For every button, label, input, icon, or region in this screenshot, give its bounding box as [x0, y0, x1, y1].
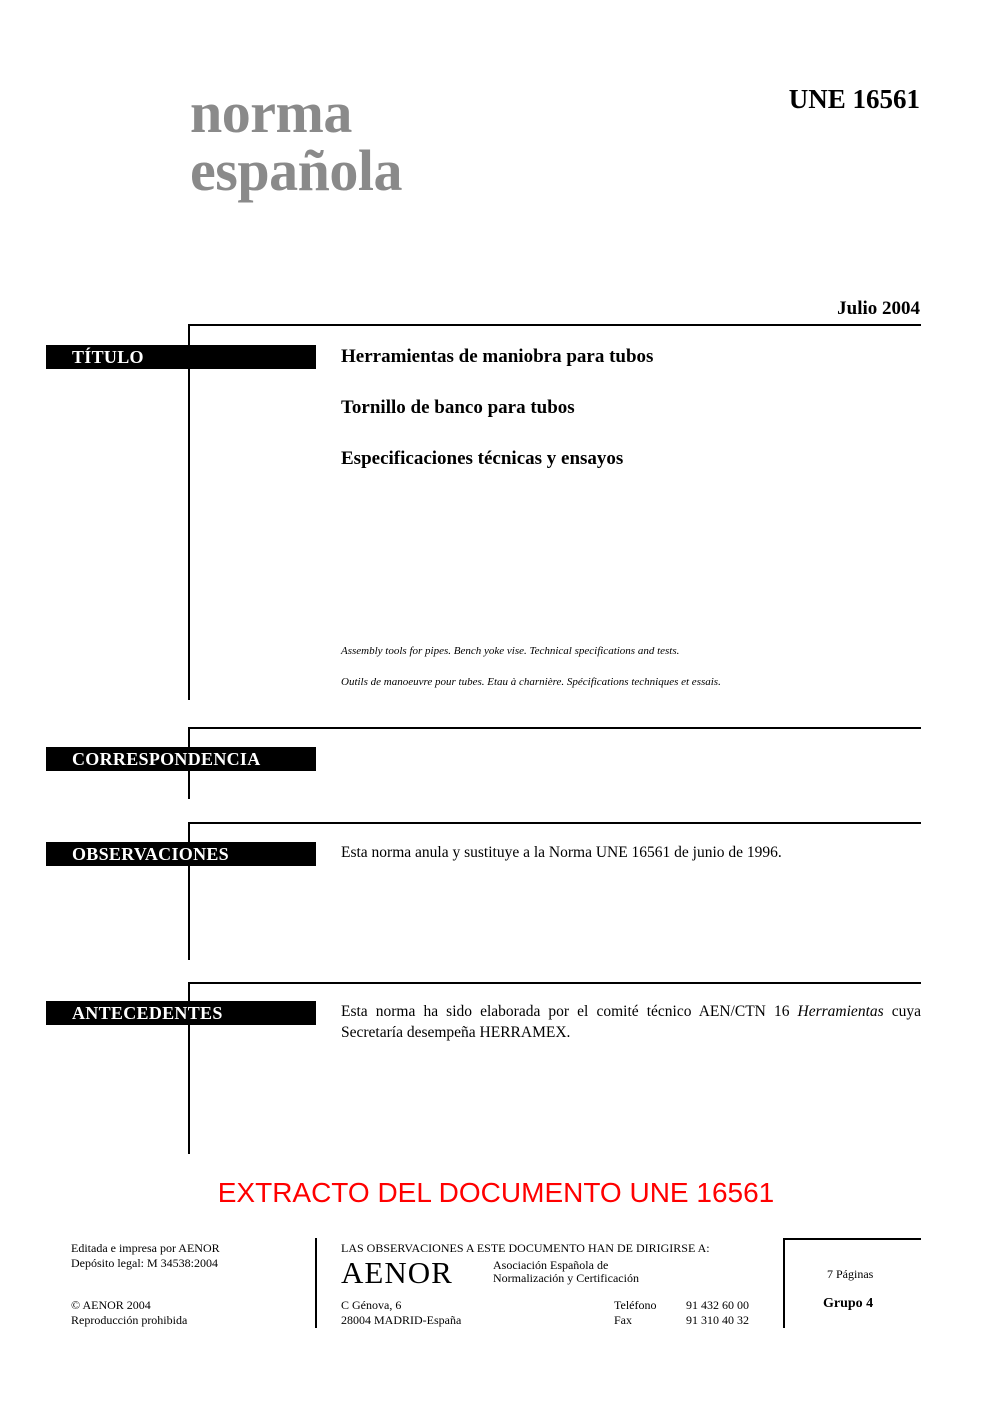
aenor-name-line-1: Asociación Española de: [493, 1258, 609, 1272]
extract-watermark: EXTRACTO DEL DOCUMENTO UNE 16561: [217, 1177, 775, 1208]
committee-name: Herramientas: [797, 1003, 884, 1020]
aenor-full-name: [493, 1259, 639, 1285]
title-line-1: Herramientas de maniobra para tubos: [341, 346, 654, 367]
footer-city: 28004 MADRID-España: [341, 1313, 462, 1327]
antecedentes-text: [341, 1001, 921, 1043]
section-divider: [188, 727, 921, 729]
title-translation-fr: Outils de manoeuvre pour tubes. Etau à charnière. Spécifications techniques et essais.: [341, 676, 721, 688]
antecedentes-text-end: cuya Secretaría desempeña HERRAMEX.: [341, 1003, 922, 1041]
footer-copyright: © AENOR 2004: [71, 1298, 151, 1312]
brand-line-1: norma: [190, 80, 352, 145]
pages-box-left-rule: [783, 1238, 785, 1328]
section-divider: [188, 324, 921, 326]
antecedentes-text-start: Esta norma ha sido elaborada por el comité técnico AEN/CTN 16: [341, 1003, 798, 1020]
aenor-name-line-2: Normalización y Certificación: [493, 1271, 639, 1285]
brand-line-2: española: [190, 138, 402, 203]
footer-observations-address: LAS OBSERVACIONES A ESTE DOCUMENTO HAN DE DIRIGIRSE A:: [341, 1241, 710, 1255]
section-divider: [188, 982, 921, 984]
page-count: 7 Páginas: [827, 1267, 874, 1281]
footer-edited-by: Editada e impresa por AENOR: [71, 1241, 220, 1255]
footer-street: C Génova, 6: [341, 1298, 402, 1312]
aenor-logo: AENOR: [341, 1255, 453, 1290]
publication-date: Julio 2004: [837, 298, 920, 319]
group-number: Grupo 4: [823, 1296, 874, 1311]
footer-reproduction: Reproducción prohibida: [71, 1313, 188, 1327]
footer-phone-label: Teléfono: [614, 1298, 657, 1312]
section-vertical-rule: [188, 324, 190, 700]
footer-fax: 91 310 40 32: [686, 1313, 749, 1327]
title-translation-en: Assembly tools for pipes. Bench yoke vise. Technical specifications and tests.: [341, 645, 680, 657]
correspondencia-label: CORRESPONDENCIA: [46, 747, 316, 771]
pages-box-top-rule: [783, 1238, 921, 1240]
footer-divider: [315, 1238, 317, 1328]
titulo-label: TÍTULO: [46, 345, 316, 369]
footer-phone: 91 432 60 00: [686, 1298, 749, 1312]
standard-code: UNE 16561: [788, 84, 920, 114]
observaciones-text: Esta norma anula y sustituye a la Norma UNE 16561 de junio de 1996.: [341, 844, 782, 861]
observaciones-label: OBSERVACIONES: [46, 842, 316, 866]
antecedentes-label: ANTECEDENTES: [46, 1001, 316, 1025]
section-divider: [188, 822, 921, 824]
footer-fax-label: Fax: [614, 1313, 632, 1327]
title-line-3: Especificaciones técnicas y ensayos: [341, 448, 624, 469]
title-line-2: Tornillo de banco para tubos: [341, 397, 575, 418]
footer-legal-deposit: Depósito legal: M 34538:2004: [71, 1256, 218, 1270]
